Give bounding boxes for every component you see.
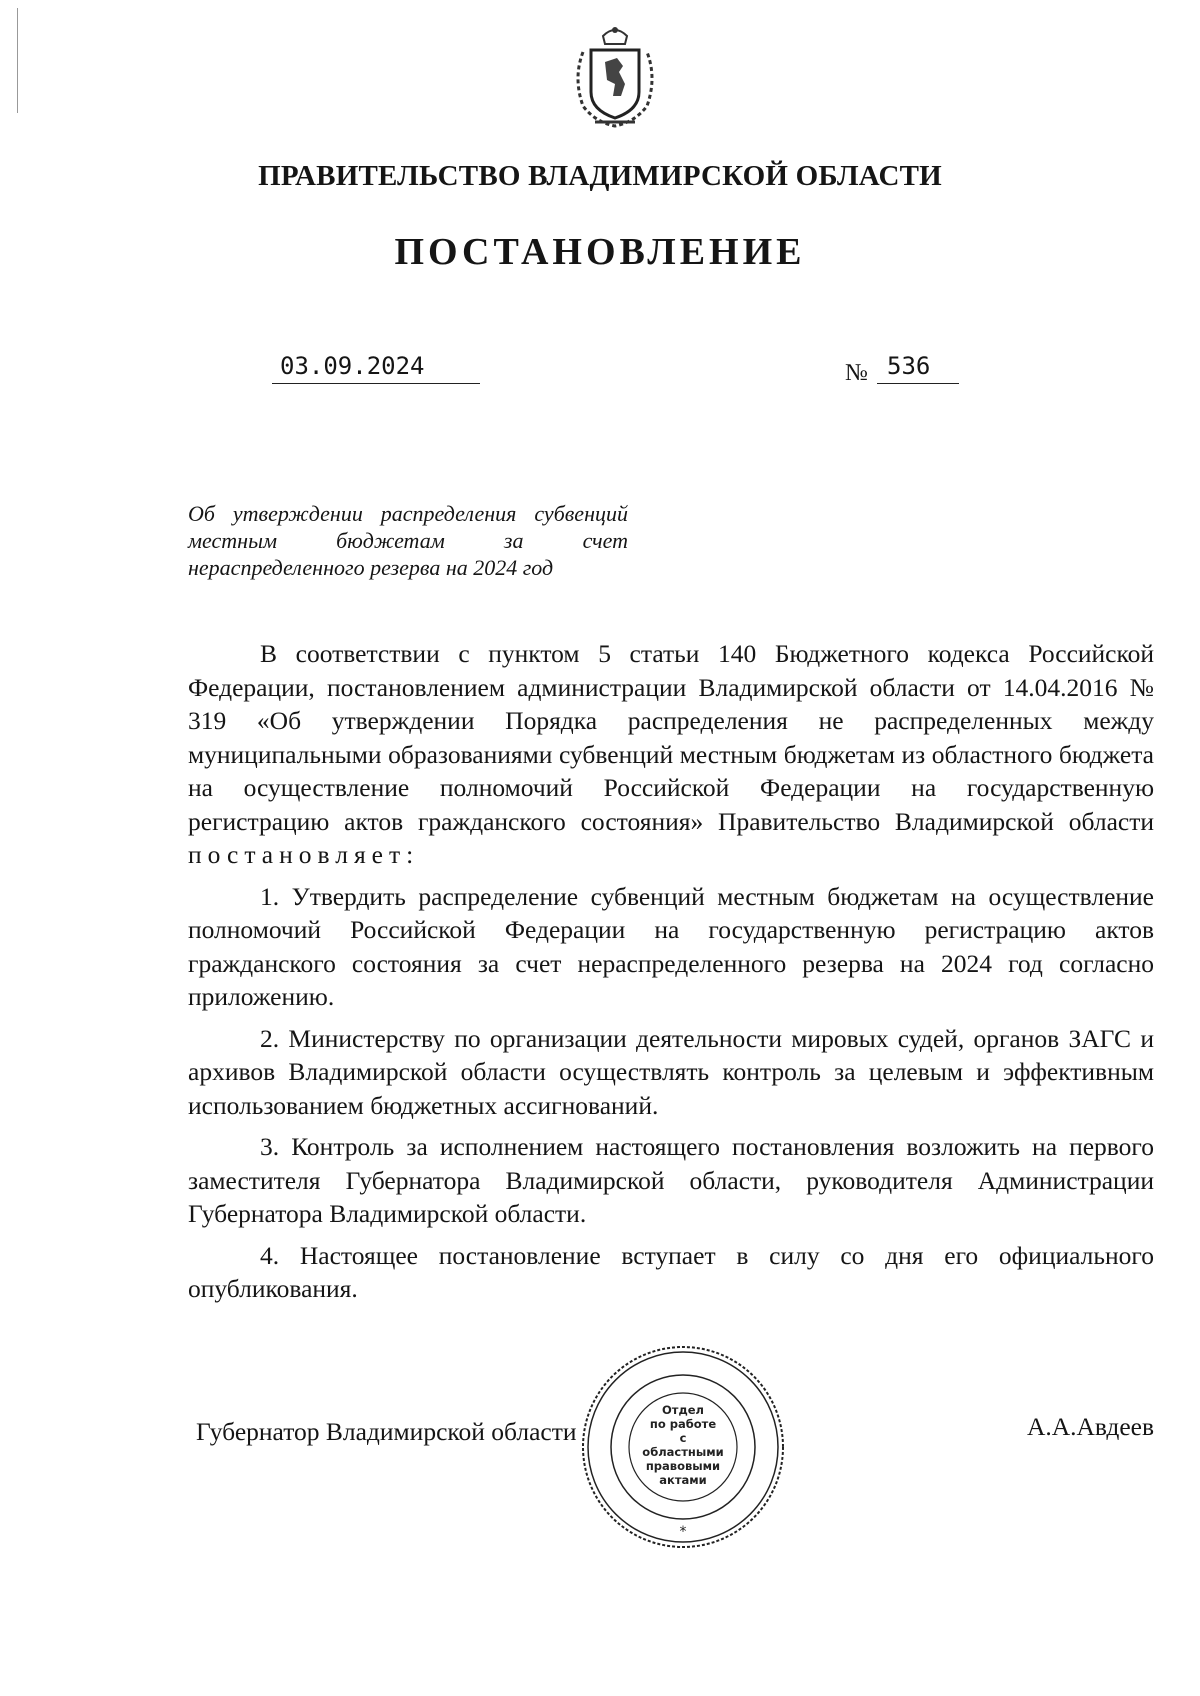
decree-item-4: 4. Настоящее постановление вступает в силу со дня его официального опубликования. xyxy=(188,1240,1154,1303)
stamp-line: актами xyxy=(659,1473,707,1487)
decree-item-1: 1. Утвердить распределение субвенций местным бюджетам на осуществление полномочий Российской Федерации на государственную регистрацию актов гражданского состояния за счет нераспределенного резерва на 2024 год согласно приложению. xyxy=(188,881,1154,1011)
document-number: 536 xyxy=(877,352,959,384)
signatory-name: А.А.Авдеев xyxy=(1026,1412,1154,1441)
stamp-line: по работе xyxy=(649,1417,717,1431)
stamp-line: Отдел xyxy=(662,1403,704,1417)
document-type-title: ПОСТАНОВЛЕНИЕ xyxy=(394,231,806,273)
document-subject: Об утверждении распределения субвенций местным бюджетам за счет нераспределенного резерва на 2024 год xyxy=(188,501,628,580)
document-body xyxy=(188,637,1154,1306)
number-sign: № xyxy=(845,360,868,386)
decree-item-2: 2. Министерству по организации деятельности мировых судей, органов ЗАГС и архивов Владимирской области осуществлять контроль за целевым и эффективным использованием бюджетных ассигнований. xyxy=(188,1023,1154,1120)
decree-item-3: 3. Контроль за исполнением настоящего постановления возложить на первого заместителя Губернатора Владимирской области, руководителя Администрации Губернатора Владимирской области. xyxy=(188,1132,1154,1228)
signatory-position: Губернатор Владимирской области xyxy=(196,1417,577,1446)
government-title: ПРАВИТЕЛЬСТВО ВЛАДИМИРСКОЙ ОБЛАСТИ xyxy=(258,160,942,192)
preamble-text: В соответствии с пунктом 5 статьи 140 Бюджетного кодекса Российской Федерации, постановлением администрации Владимирской области от 14.04.2016 № 319 «Об утверждении Порядка распределения не распределенных между муниципальными образованиями субвенций местным бюджетам из областного бюджета на осуществление полномочий Российской Федерации на государственную регистрацию актов гражданского состояния» Правительство Владимирской области xyxy=(188,639,1154,836)
stamp-star: * xyxy=(679,1524,687,1540)
coat-of-arms-emblem xyxy=(565,22,665,130)
preamble-paragraph xyxy=(188,637,1154,872)
stamp-line: правовыми xyxy=(645,1459,721,1473)
scan-margin-line xyxy=(17,8,18,113)
stamp-line: с областными xyxy=(642,1431,724,1459)
document-date: 03.09.2024 xyxy=(272,352,480,384)
decree-word: постановляет: xyxy=(188,840,420,869)
stamp-center-text xyxy=(640,1403,726,1487)
